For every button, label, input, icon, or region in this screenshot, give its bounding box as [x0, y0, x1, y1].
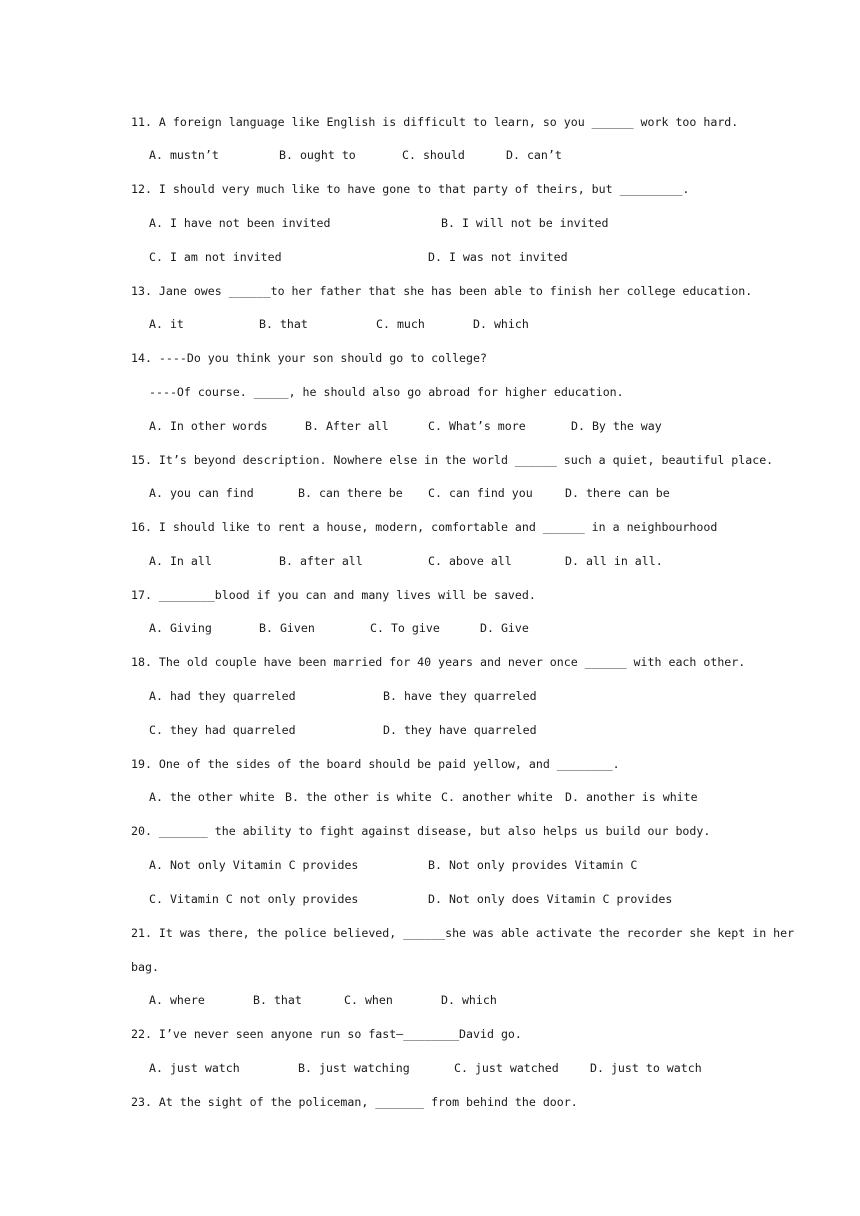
option-d: D. another is white	[565, 790, 698, 804]
option-a: A. the other white	[149, 790, 275, 804]
question-12-stem: 12. I should very much like to have gone to that party of theirs, but _________.	[131, 182, 690, 196]
question-12-options-row2	[149, 249, 820, 265]
option-d: D. Give	[480, 621, 529, 635]
option-b: B. have they quarreled	[383, 689, 537, 703]
option-d: D. all in all.	[565, 554, 663, 568]
question-18-options-row2	[149, 722, 820, 738]
question-14-stem: 14. ----Do you think your son should go to college?	[131, 351, 487, 365]
question-18-stem: 18. The old couple have been married for 40 years and never once ______ with each other.	[131, 655, 746, 669]
option-d: D. which	[473, 317, 529, 331]
option-a: A. I have not been invited	[149, 216, 331, 230]
question-13-stem: 13. Jane owes ______to her father that she has been able to finish her college education.	[131, 284, 753, 298]
option-d: D. By the way	[571, 419, 662, 433]
option-b: B. can there be	[298, 486, 403, 500]
option-a: A. Giving	[149, 621, 212, 635]
question-16-stem: 16. I should like to rent a house, modern, comfortable and ______ in a neighbourhood	[131, 520, 718, 534]
question-13-options	[149, 316, 820, 332]
option-b: B. that	[253, 993, 302, 1007]
question-21-stem-continued: bag.	[131, 960, 159, 974]
question-18-options-row1	[149, 688, 820, 704]
question-17-stem: 17. ________blood if you can and many lives will be saved.	[131, 588, 536, 602]
option-a: A. had they quarreled	[149, 689, 296, 703]
option-b: B. ought to	[279, 148, 356, 162]
option-a: A. where	[149, 993, 205, 1007]
option-c: C. Vitamin C not only provides	[149, 892, 359, 906]
option-b: B. After all	[305, 419, 389, 433]
question-21-options	[149, 992, 820, 1008]
question-20-stem: 20. _______ the ability to fight against disease, but also helps us build our body.	[131, 824, 711, 838]
option-c: C. above all	[428, 554, 512, 568]
option-c: C. another white	[441, 790, 553, 804]
option-c: C. should	[402, 148, 465, 162]
question-11-options	[149, 147, 820, 163]
question-21-stem: 21. It was there, the police believed, ______she was able activate the recorder she kept in her	[131, 926, 795, 940]
option-a: A. just watch	[149, 1061, 240, 1075]
option-b: B. the other is white	[285, 790, 432, 804]
question-22-stem: 22. I’ve never seen anyone run so fast—________David go.	[131, 1027, 522, 1041]
option-a: A. In other words	[149, 419, 268, 433]
option-c: C. just watched	[454, 1061, 559, 1075]
option-c: C. I am not invited	[149, 250, 282, 264]
option-c: C. can find you	[428, 486, 533, 500]
question-20-options-row1	[149, 857, 820, 873]
question-12-options-row1	[149, 215, 820, 231]
option-a: A. In all	[149, 554, 212, 568]
option-d: D. can’t	[506, 148, 562, 162]
option-a: A. it	[149, 317, 184, 331]
option-b: B. I will not be invited	[441, 216, 609, 230]
question-20-options-row2	[149, 891, 820, 907]
question-17-options	[149, 620, 820, 636]
option-d: D. there can be	[565, 486, 670, 500]
option-d: D. they have quarreled	[383, 723, 537, 737]
option-c: C. they had quarreled	[149, 723, 296, 737]
option-b: B. that	[259, 317, 308, 331]
question-16-options	[149, 553, 820, 569]
option-b: B. Not only provides Vitamin C	[428, 858, 638, 872]
option-b: B. after all	[279, 554, 363, 568]
question-15-stem: 15. It’s beyond description. Nowhere else in the world ______ such a quiet, beautiful place.	[131, 453, 774, 467]
option-c: C. To give	[370, 621, 440, 635]
question-15-options	[149, 485, 820, 501]
option-c: C. much	[376, 317, 425, 331]
option-a: A. Not only Vitamin C provides	[149, 858, 359, 872]
option-a: A. you can find	[149, 486, 254, 500]
question-14-options	[149, 418, 820, 434]
question-22-options	[149, 1060, 820, 1076]
option-c: C. when	[344, 993, 393, 1007]
option-d: D. which	[441, 993, 497, 1007]
option-b: B. Given	[259, 621, 315, 635]
question-11-stem: 11. A foreign language like English is difficult to learn, so you ______ work too hard.	[131, 115, 739, 129]
option-d: D. Not only does Vitamin C provides	[428, 892, 673, 906]
option-b: B. just watching	[298, 1061, 410, 1075]
option-d: D. I was not invited	[428, 250, 568, 264]
option-a: A. mustn’t	[149, 148, 219, 162]
question-23-stem: 23. At the sight of the policeman, _______ from behind the door.	[131, 1095, 578, 1109]
option-c: C. What’s more	[428, 419, 526, 433]
question-19-stem: 19. One of the sides of the board should be paid yellow, and ________.	[131, 757, 620, 771]
question-19-options	[149, 789, 820, 805]
question-14-stem-reply: ----Of course. _____, he should also go abroad for higher education.	[149, 385, 624, 399]
option-d: D. just to watch	[590, 1061, 702, 1075]
